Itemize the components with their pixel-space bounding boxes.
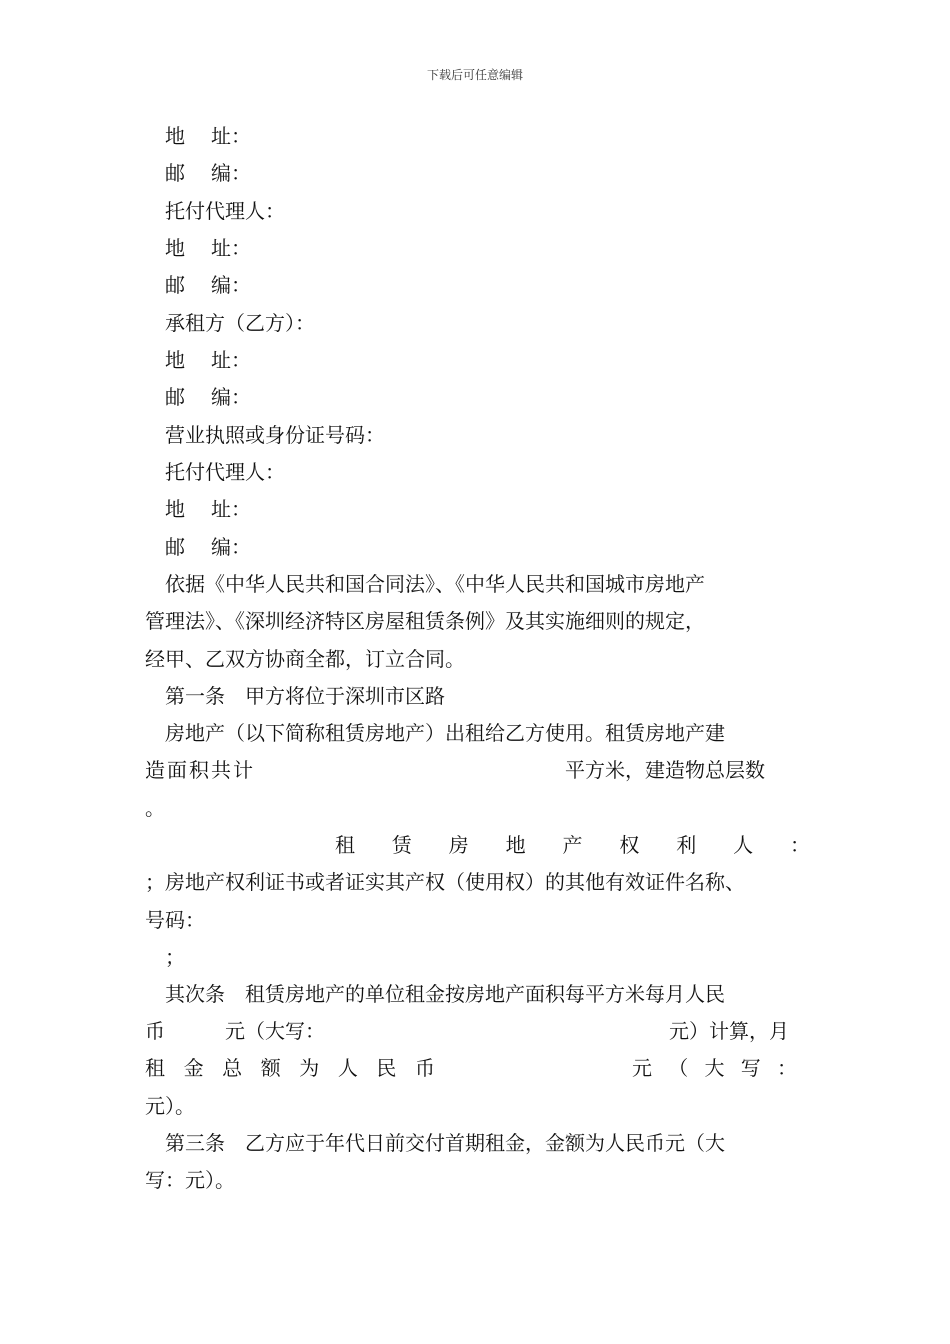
spread-char: 产 [562,833,583,857]
lessee-agent-postcode-label [165,529,830,566]
page-header: 下载后可任意编辑 [426,68,523,82]
article3-line-1: 第三条 乙方应于年代日前交付首期租金，金额为人民币元（大 [165,1131,725,1155]
label-char: 邮 [165,385,185,409]
label-char: 编： [211,385,251,409]
preamble-line-3: 经甲、乙双方协商全都，订立合同。 [145,647,465,671]
article1-floors-label: 平方米，建造物总层数 [565,758,765,782]
spread-char: 权 [619,833,640,857]
lessor-agent-address-label [165,230,830,267]
label-char: 邮 [165,273,185,297]
article1-line-2: 房地产（以下简称租赁房地产）出租给乙方使用。租赁房地产建 [165,721,725,745]
label-char: 址： [211,348,251,372]
spread-char: 地 [505,833,526,857]
spread-char: 人 [733,833,754,857]
spread-char: （ [668,1056,689,1080]
article2-line-2 [145,1013,810,1050]
spread-char: ： [790,833,810,857]
label-char: 地 [165,124,185,148]
spread-char: ： [777,1056,797,1080]
lessee-address-label [165,342,830,379]
article1-line-6: ；房地产权利证书或者证实其产权（使用权）的其他有效证件名称、 [145,870,745,894]
label-char: 编： [211,535,251,559]
currency-label: 币 [145,1019,165,1043]
lessee-postcode-label [165,379,830,416]
spread-char: 利 [676,833,697,857]
label-char: 编： [211,161,251,185]
spread-char: 民 [376,1056,397,1080]
lessee-license-label: 营业执照或身份证号码： [165,423,385,447]
lessor-agent-label: 托付代理人： [165,199,285,223]
lessee-agent-label: 托付代理人： [165,460,285,484]
label-char: 址： [211,497,251,521]
label-char: 地 [165,236,185,260]
spread-char: 金 [183,1056,204,1080]
article1-line-4: 。 [145,796,165,820]
article1-line-8: ； [165,945,185,969]
spread-char: 大 [704,1056,725,1080]
lessor-agent-postcode-label [165,267,830,304]
spread-char: 房 [448,833,469,857]
lessee-agent-address-label [165,491,830,528]
spread-char: 额 [260,1056,281,1080]
unit-rent-upper-label: 元（大写： [225,1019,325,1043]
article2-line-1: 其次条 租赁房地产的单位租金按房地产面积每平方米每月人民 [165,982,725,1006]
spread-char: 总 [222,1056,243,1080]
monthly-rent-label [145,1050,435,1087]
article1-area-label: 造面积共计 [145,758,255,782]
article1-rights-holder-label [335,827,810,864]
spread-char: 租 [335,833,355,857]
label-char: 编： [211,273,251,297]
unit-rent-tail-label: 元）计算，月 [669,1019,789,1043]
preamble-line-2: 管理法》、《深圳经济特区房屋租赁条例》及其实施细则的规定， [145,609,705,633]
article1-line-7: 号码： [145,908,205,932]
article2-line-4: 元）。 [145,1094,195,1118]
spread-char: 写 [740,1056,761,1080]
label-char: 址： [211,236,251,260]
spread-char: 元 [632,1056,652,1080]
label-char: 邮 [165,535,185,559]
lessor-address-label [165,118,830,155]
article1-line-3 [145,752,810,789]
monthly-rent-upper-label [632,1050,797,1087]
label-char: 地 [165,497,185,521]
spread-char: 人 [337,1056,358,1080]
spread-char: 为 [299,1056,320,1080]
spread-char: 赁 [391,833,412,857]
label-char: 邮 [165,161,185,185]
lessor-postcode-label [165,155,830,192]
label-char: 地 [165,348,185,372]
lessee-title: 承租方（乙方）： [165,311,315,335]
spread-char: 币 [414,1056,435,1080]
article1-line-1: 第一条 甲方将位于深圳市区路 [165,684,445,708]
article3-line-2: 写：元）。 [145,1168,235,1192]
preamble-line-1: 依据《中华人民共和国合同法》、《中华人民共和国城市房地产 [165,572,705,596]
spread-char: 租 [145,1056,165,1080]
label-char: 址： [211,124,251,148]
